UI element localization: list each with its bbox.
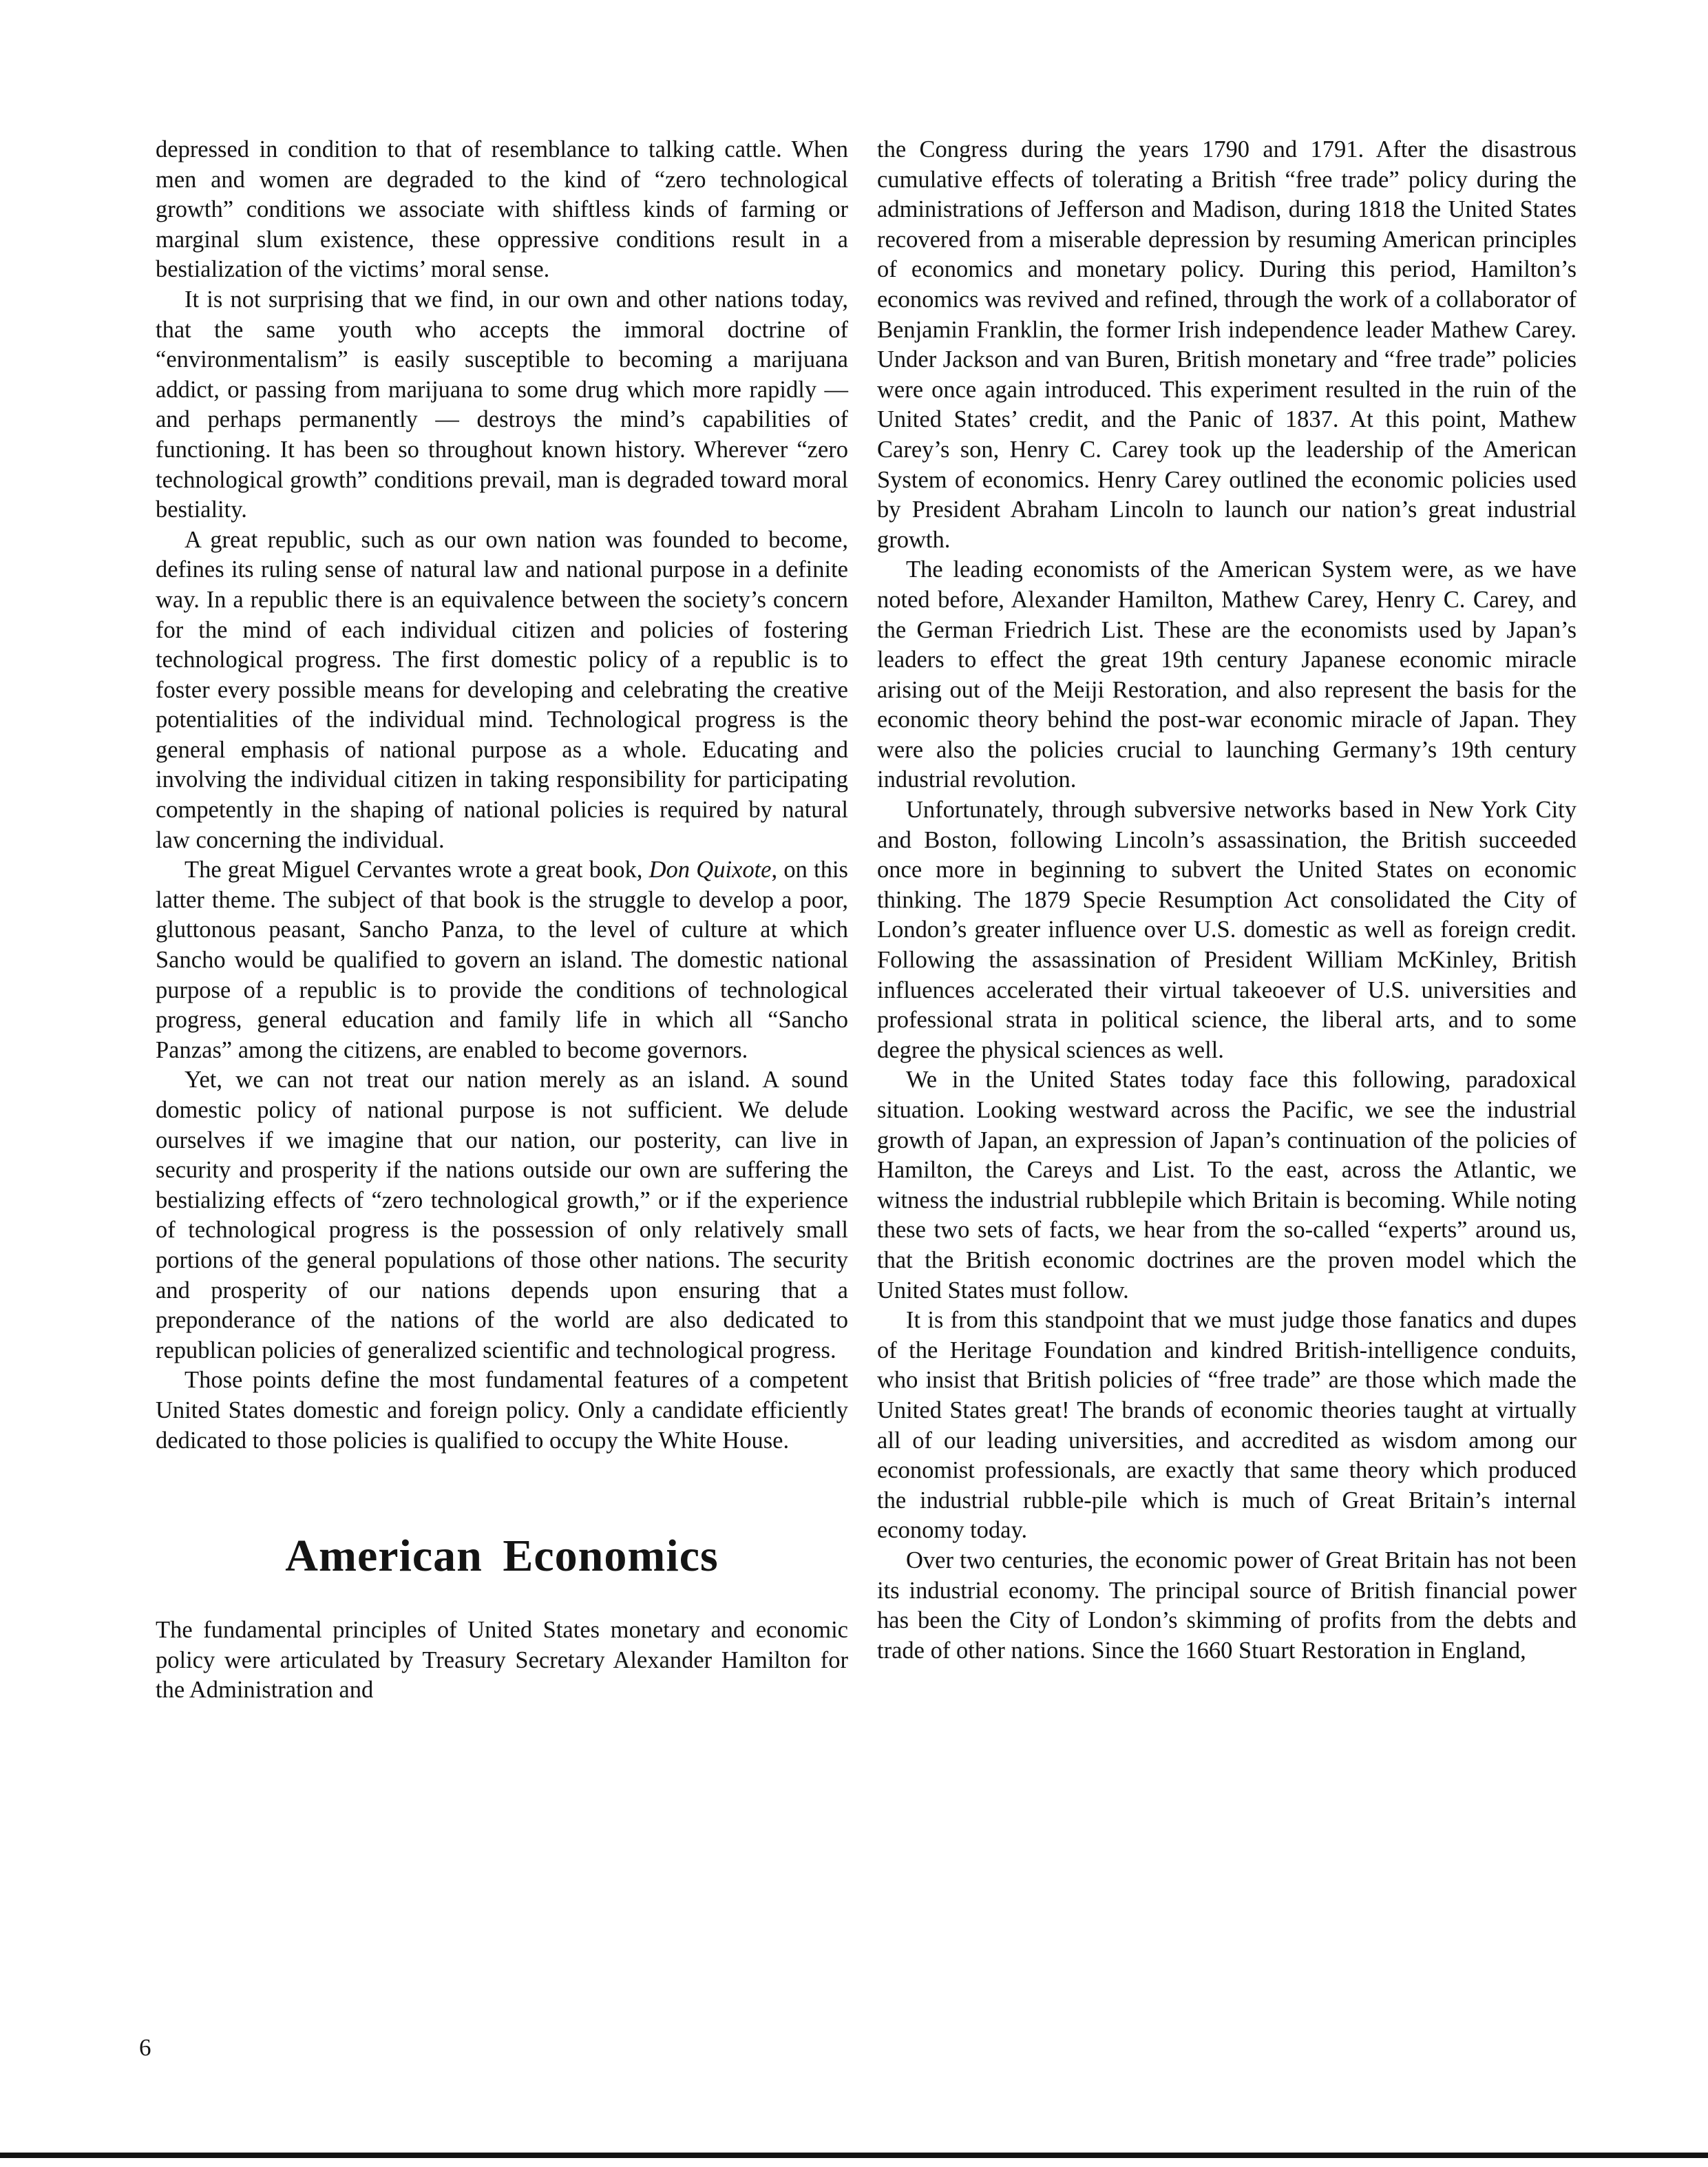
paragraph: The leading economists of the American System were, as we have noted before, Alexander Hamilton, Mathew Carey, Henry C. Carey, and the German Friedrich List. These are the economists used by Japan’s leaders to effect the great 19th century Japanese economic miracle arising out of the Meiji Restoration, and also represent the basis for the economic theory behind the post-war economic miracle of Japan. They were also the policies crucial to launching Germany’s 19th century industrial revolution. [877, 556, 1577, 793]
paragraph: The fundamental principles of United States monetary and economic policy were articulated by Treasury Secretary Alexander Hamilton for the Administration and [156, 1617, 848, 1704]
bottom-rule [0, 2153, 1708, 2158]
paragraph: Unfortunately, through subversive networks based in New York City and Boston, following Lincoln’s assassination, the British succeeded once more in beginning to subvert the United States on economic thinking. The 1879 Specie Resumption Act consolidated the City of London’s greater influence over U.S. domestic as well as foreign credit. Following the assassination of President William McKinley, British influences accelerated their virtual takeoever of U.S. universities and professional strata in political science, the liberal arts, and to some degree the physical sciences as well. [877, 797, 1577, 1063]
paragraph: We in the United States today face this following, paradoxical situation. Looking westward across the Pacific, we see the industrial growth of Japan, an expression of Japan’s continuation of the policies of Hamilton, the Careys and List. To the east, across the Atlantic, we witness the industrial rubblepile which Britain is becoming. While noting these two sets of facts, we hear from the so-called “experts” around us, that the British economic doctrines are the proven model which the United States must follow. [877, 1067, 1577, 1304]
page-number: 6 [139, 2034, 151, 2061]
paragraph: the Congress during the years 1790 and 1791. After the disastrous cumulative effects of tolerating a British “free trade” policy during the administrations of Jefferson and Madison, during 1818 the United States recovered from a miserable depression by resuming American principles of economics and monetary policy. During this period, Hamilton’s economics was revived and refined, through the work of a collaborator of Benjamin Franklin, the former Irish independence leader Mathew Carey. Under Jackson and van Buren, British monetary and “free trade” policies were once again introduced. This experiment resulted in the ruin of the United States’ credit, and the Panic of 1837. At this point, Mathew Carey’s son, Henry C. Carey took up the leadership of the American System of economics. Henry Carey outlined the economic policies used by President Abraham Lincoln to launch our nation’s great industrial growth. [877, 136, 1577, 553]
paragraph [156, 855, 848, 1065]
paragraph-text: , on this latter theme. The subject of that book is the struggle to develop a poor, gluttonous peasant, Sancho Panza, to the level of culture at which Sancho would be qualified to govern an island. The domestic national purpose of a republic is to provide the conditions of technological progress, general education and family life in which all “Sancho Panzas” among the citizens, are enabled to become governors. [156, 857, 848, 1063]
paragraph: depressed in condition to that of resemblance to talking cattle. When men and women are degraded to the kind of “zero technological growth” conditions we associate with shiftless kinds of farming or marginal slum existence, these oppressive conditions result in a bestialization of the victims’ moral sense. [156, 136, 848, 283]
paragraph: It is not surprising that we find, in our own and other nations today, that the same youth who accepts the immoral doctrine of “environmentalism” is easily susceptible to becoming a marijuana addict, or passing from marijuana to some drug which more rapidly — and perhaps permanently — destroys the mind’s capabilities of functioning. It has been so throughout known history. Wherever “zero technological growth” conditions prevail, man is degraded toward moral bestiality. [156, 286, 848, 523]
left-column [156, 135, 848, 1706]
paragraph: Over two centuries, the economic power of Great Britain has not been its industrial economy. The principal source of British financial power has been the City of London’s skimming of profits from the debts and trade of other nations. Since the 1660 Stuart Restoration in England, [877, 1547, 1577, 1664]
paragraph: Yet, we can not treat our nation merely as an island. A sound domestic policy of national purpose is not sufficient. We delude ourselves if we imagine that our nation, our posterity, can live in security and prosperity if the nations outside our own are suffering the bestializing effects of “zero technological growth,” or if the experience of technological progress is the possession of only relatively small portions of the general populations of those other nations. The security and prosperity of our nations depends upon ensuring that a preponderance of the nations of the world are also dedicated to republican policies of generalized scientific and technological progress. [156, 1067, 848, 1363]
paragraph: A great republic, such as our own nation was founded to become, defines its ruling sense of natural law and national purpose in a definite way. In a republic there is an equivalence between the society’s concern for the mind of each individual citizen and policies of fostering technological progress. The first domestic policy of a republic is to foster every possible means for developing and celebrating the creative potentialities of the individual mind. Technological progress is the general emphasis of national purpose as a whole. Educating and involving the individual citizen in taking responsibility for participating competently in the shaping of national policies is required by natural law concerning the individual. [156, 526, 848, 853]
book-title: Don Quixote [649, 857, 772, 883]
right-column [877, 135, 1577, 1666]
paragraph: It is from this standpoint that we must judge those fanatics and dupes of the Heritage Foundation and kindred British-intelligence conduits, who insist that British policies of “free trade” are those which made the United States great! The brands of economic theories taught at virtually all of our leading universities, and accredited as wisdom among our economist professionals, are exactly that same theory which produced the industrial rubble-pile which is much of Great Britain’s internal economy today. [877, 1307, 1577, 1544]
section-heading: American Economics [285, 1531, 719, 1582]
paragraph: Those points define the most fundamental features of a competent United States domestic and foreign policy. Only a candidate efficiently dedicated to those policies is qualified to occupy the White House. [156, 1367, 848, 1454]
paragraph-text: The great Miguel Cervantes wrote a great book, [184, 857, 649, 883]
